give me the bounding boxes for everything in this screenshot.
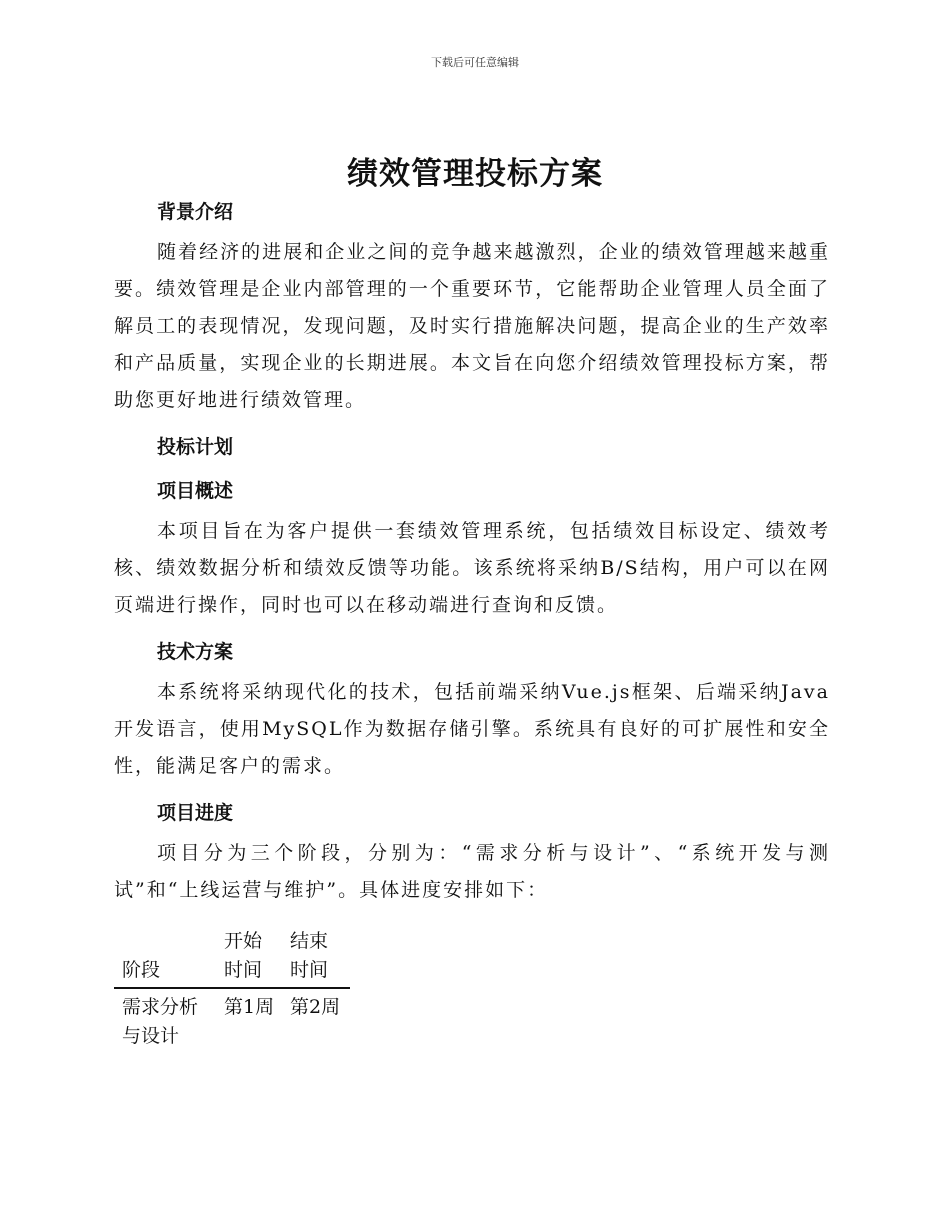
table-header-cell: 开始时间 [216, 927, 282, 988]
table-row [114, 988, 350, 1051]
document-title: 绩效管理投标方案 [347, 156, 603, 192]
table-cell: 第1周 [224, 996, 275, 1018]
table-header-row [114, 927, 350, 988]
section-paragraph-progress: 项目分为三个阶段，分别为：“需求分析与设计”、“系统开发与测试”和“上线运营与维护”。具体进度安排如下： [114, 842, 830, 901]
section-paragraph-tech: 本系统将采纳现代化的技术，包括前端采纳Vue.js框架、后端采纳Java开发语言，使用MySQL作为数据存储引擎。系统具有良好的可扩展性和安全性，能满足客户的需求。 [114, 681, 830, 777]
section-heading-background: 背景介绍 [157, 201, 234, 223]
schedule-table [114, 927, 350, 1051]
table-cell: 需求分析与设计 [122, 996, 199, 1047]
section-paragraph-overview: 本项目旨在为客户提供一套绩效管理系统，包括绩效目标设定、绩效考核、绩效数据分析和绩效反馈等功能。该系统将采纳B/S结构，用户可以在网页端进行操作，同时也可以在移动端进行查询和反馈。 [114, 520, 830, 616]
table-cell: 第2周 [290, 996, 341, 1018]
section-heading-plan: 投标计划 [157, 436, 234, 458]
table-header-cell: 结束时间 [282, 927, 350, 988]
section-heading-overview: 项目概述 [157, 480, 234, 502]
document-body [114, 196, 830, 1051]
section-heading-progress: 项目进度 [157, 802, 234, 824]
section-heading-tech: 技术方案 [157, 641, 234, 663]
section-paragraph-background: 随着经济的进展和企业之间的竞争越来越激烈，企业的绩效管理越来越重要。绩效管理是企业内部管理的一个重要环节，它能帮助企业管理人员全面了解员工的表现情况，发现问题，及时实行措施解决问题，提高企业的生产效率和产品质量，实现企业的长期进展。本文旨在向您介绍绩效管理投标方案，帮助您更好地进行绩效管理。 [114, 241, 830, 411]
header-note: 下载后可任意编辑 [431, 56, 519, 69]
table-header-cell: 阶段 [114, 927, 216, 988]
